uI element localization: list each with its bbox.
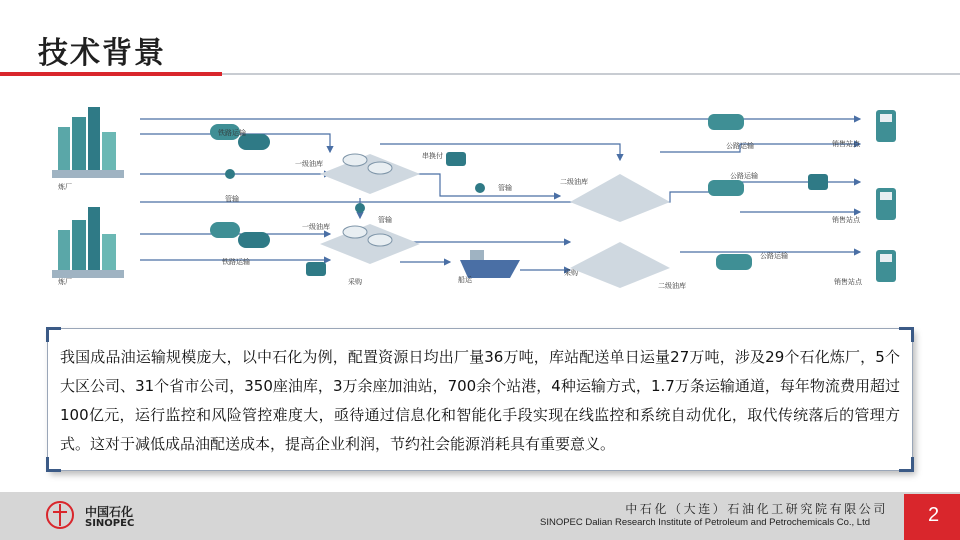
rail-tanker-icon [210,222,270,248]
depot2a-label: 二级油库 [560,178,588,186]
rail-tanker-icon [210,124,270,150]
truck-icon [716,254,752,270]
road-3-label: 公路运输 [760,252,788,260]
logo-en-text: SINOPEC [85,518,135,529]
barrel-icon [446,152,466,166]
shipping-label: 船运 [458,276,472,284]
refinery-icon [52,207,124,278]
valve-icon [355,203,365,213]
summary-textbox [47,328,913,471]
road-1-label: 公路运输 [726,142,754,150]
valve-icon [225,169,235,179]
logo-cn-text: 中国石化 [85,505,134,519]
rail-2-label: 铁路运输 [222,258,250,266]
purchase-1-label: 采购 [348,278,362,286]
pipeline-1-label: 管输 [225,195,239,203]
institute-name-cn: 中石化（大连）石油化工研究院有限公司 [625,502,888,516]
fuel-dispenser-icon [876,110,896,142]
road-2-label: 公路运输 [730,172,758,180]
frame-corner [46,457,61,472]
frame-corner [899,457,914,472]
barrel-icon [306,262,326,276]
logistics-flow-svg [40,92,920,322]
rail-1-label: 铁路运输 [218,129,246,137]
sinopec-logo-icon [45,500,75,530]
depot1a-label: 一级油库 [295,160,323,168]
refinery-2-label: 炼厂 [58,278,72,286]
primary-depot-icon [320,154,420,194]
truck-icon [708,180,744,196]
frame-corner [899,327,914,342]
refinery-icon [52,107,124,178]
refinery-1-label: 炼厂 [58,183,72,191]
depot2b-label: 二级油库 [658,282,686,290]
pipeline-2-label: 管输 [498,184,512,192]
relay-label: 串换付 [422,152,443,160]
secondary-depot-icon [570,242,670,288]
station-3-label: 销售站点 [834,278,862,286]
page-number: 2 [928,504,940,526]
valve-icon [475,183,485,193]
depot1b-label: 一级油库 [302,223,330,231]
truck-icon [708,114,744,130]
title-underline-accent [0,72,222,76]
slide-title: 技术背景 [38,36,166,71]
summary-paragraph: 我国成品油运输规模庞大，以中石化为例，配置资源日均出厂量36万吨，库站配送单日运量27万吨，涉及29个石化炼厂，5个大区公司、31个省市公司，350座油库，3万余座加油站，700余个站港，4种运输方式，1.7万条运输通道，每年物流费用超过100亿元，运行监控和风险管控难度大，亟待通过信息化和智能化手段实现在线监控和系统自动优化，取代传统落后的管理方式。这对于减低成品油配送成本，提高企业利润，节约社会能源消耗具有重要意义。 [60,348,900,453]
fuel-dispenser-icon [876,250,896,282]
title-underline [222,73,960,75]
frame-corner [46,327,61,342]
primary-depot-icon [320,224,420,264]
oil-logistics-diagram [40,92,920,322]
pipeline-3-label: 管输 [378,216,392,224]
station-1-label: 销售站点 [832,140,860,148]
tanker-ship-icon [460,250,520,278]
institute-name-en: SINOPEC Dalian Research Institute of Petroleum and Petrochemicals Co., Ltd [540,517,871,528]
fuel-dispenser-icon [876,188,896,220]
station-2-label: 销售站点 [832,216,860,224]
barrel-icon [808,174,828,190]
purchase-2-label: 采购 [564,269,578,277]
